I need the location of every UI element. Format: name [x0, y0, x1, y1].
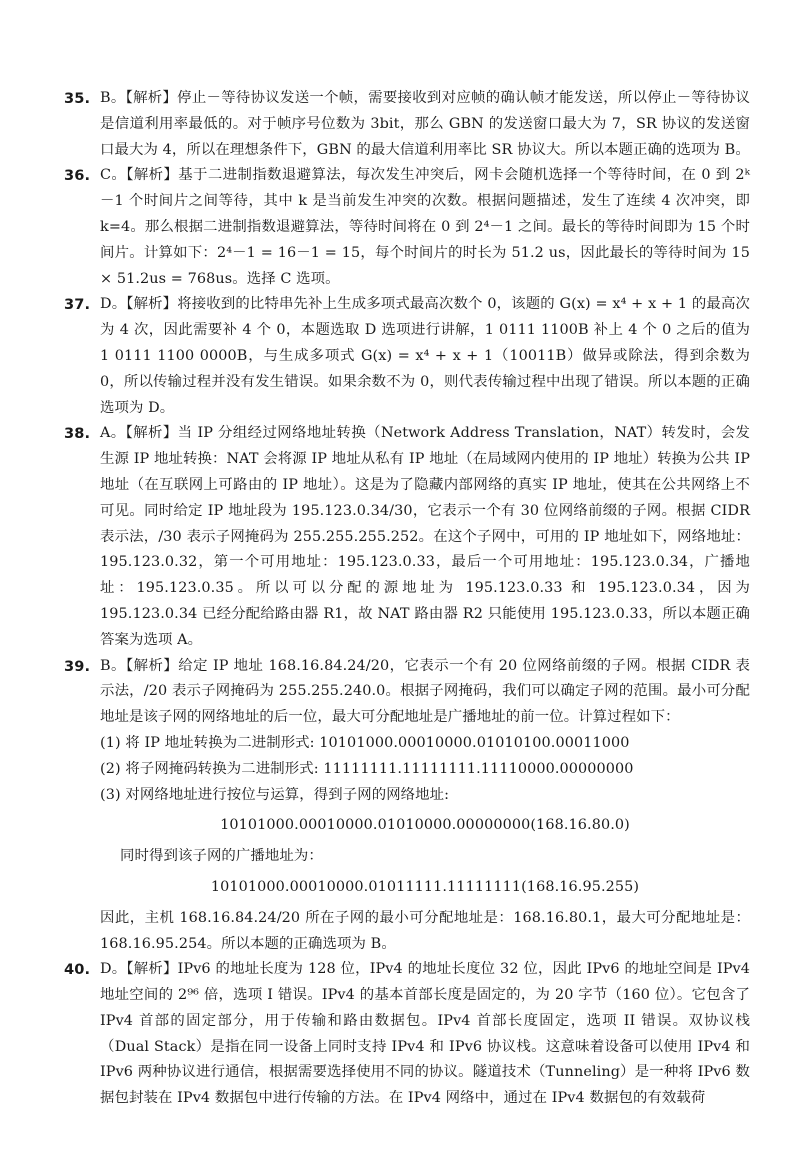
- broadcast-intro: 同时得到该子网的广播地址为：: [120, 848, 323, 865]
- explanation-text: C。【解析】基于二进制指数退避算法，每次发生冲突后，网卡会随机选择一个等待时间，在 0 到 2ᵏ－1 个时间片之间等待，其中 k 是当前发生冲突的次数。根据问题描述，发生了连续 4 次冲突，即 k=4。那么根据二进制指数退避算法，等待时间将在 0 到 2⁴－1 之间。最长的等待时间即为 15 个时间片。计算如下：2⁴－1 = 16－1 = 15，每个时间片的时长为 51.2 us，因此最长的等待时间为 15 × 51.2us = 768us。选择 C 选项。: [100, 167, 750, 287]
- question-number: 37.: [64, 296, 91, 314]
- answer-36: [64, 163, 750, 292]
- question-number: 38.: [64, 425, 91, 443]
- explanation-text: A。【解析】当 IP 分组经过网络地址转换（Network Address Translation，NAT）转发时，会发生源 IP 地址转换：NAT 会将源 IP 地址从私有 IP 地址（在局域网内使用的 IP 地址）转换为公共 IP 地址（在互联网上可路由的 IP 地址）。这是为了隐藏内部网络的真实 IP 地址，使其在公共网络上不可见。同时给定 IP 地址段为 195.123.0.34/30，它表示一个有 30 位网络前缀的子网。根据 CIDR 表示法，/30 表示子网掩码为 255.255.255.252。在这个子网中，可用的 IP 地址如下，网络地址：195.123.0.32，第一个可用地址：195.123.0.33，最后一个可用地址：195.123.0.34，广播地址：195.123.0.35。所以可以分配的源地址为 195.123.0.33 和 195.123.0.34，因为 195.123.0.34 已经分配给路由器 R1，故 NAT 路由器 R2 只能使用 195.123.0.33，所以本题正确答案为选项 A。: [100, 425, 750, 648]
- calc-step-1: (1) 将 IP 地址转换为二进制形式: 10101000.00010000.01010100.00011000: [100, 734, 630, 751]
- explanation-text: B。【解析】停止－等待协议发送一个帧，需要接收到对应帧的确认帧才能发送，所以停止－等待协议是信道利用率最低的。对于帧序号位数为 3bit，那么 GBN 的发送窗口最大为 7，SR 协议的发送窗口最大为 4，所以在理想条件下，GBN 的最大信道利用率比 SR 协议大。所以本题正确的选项为 B。: [100, 90, 750, 158]
- calc-step-3: (3) 对网络地址进行按位与运算，得到子网的网络地址:: [100, 786, 450, 803]
- question-number: 39.: [64, 657, 91, 675]
- broadcast-address-binary: 10101000.00010000.01011111.11111111(168.16.95.255): [210, 878, 640, 895]
- question-number: 36.: [64, 167, 91, 185]
- explanation-text: D。【解析】IPv6 的地址长度为 128 位，IPv4 的地址长度位 32 位，因此 IPv6 的地址空间是 IPv4 地址空间的 2⁹⁶ 倍，选项 I 错误。IPv4 的基本首部长度是固定的，为 20 字节（160 位）。它包含了 IPv4 首部的固定部分，用于传输和路由数据包。IPv4 首部长度固定，选项 II 错误。双协议栈（Dual Stack）是指在同一设备上同时支持 IPv4 和 IPv6 协议栈。这意味着设备可以使用 IPv4 和 IPv6 两种协议进行通信，根据需要选择使用不同的协议。隧道技术（Tunneling）是一种将 IPv6 数据包封装在 IPv4 数据包中进行传输的方法。在 IPv4 网络中，通过在 IPv4 数据包的有效载荷: [100, 961, 750, 1107]
- answer-37: [64, 292, 750, 421]
- explanation-text: D。【解析】将接收到的比特串先补上生成多项式最高次数个 0，该题的 G(x) = x⁴ + x + 1 的最高次为 4 次，因此需要补 4 个 0，本题选取 D 选项进行讲解，1 0111 1100B 补上 4 个 0 之后的值为 1 0111 1100 0000B，与生成多项式 G(x) = x⁴ + x + 1（10011B）做异或除法，得到余数为 0，所以传输过程并没有发生错误。如果余数不为 0，则代表传输过程中出现了错误。所以本题的正确选项为 D。: [100, 296, 750, 416]
- explanation-text: B。【解析】给定 IP 地址 168.16.84.24/20，它表示一个有 20 位网络前缀的子网。根据 CIDR 表示法，/20 表示子网掩码为 255.255.240.0。根据子网掩码，我们可以确定子网的范围。最小可分配地址是该子网的网络地址的后一位，最大可分配地址是广播地址的前一位。计算过程如下：: [100, 657, 750, 726]
- answer-38: [64, 421, 750, 653]
- answer-40: [64, 957, 750, 1112]
- conclusion-text: 因此，主机 168.16.84.24/20 所在子网的最小可分配地址是：168.16.80.1，最大可分配地址是：168.16.95.254。所以本题的正确选项为 B。: [100, 909, 750, 952]
- answer-35: [64, 86, 750, 163]
- question-number: 35.: [64, 90, 91, 107]
- question-number: 40.: [64, 961, 91, 979]
- calc-step-2: (2) 将子网掩码转换为二进制形式: 11111111.11111111.11110000.00000000: [100, 760, 634, 777]
- network-address-binary: 10101000.00010000.01010000.00000000(168.16.80.0): [220, 817, 630, 834]
- answer-39: [64, 654, 750, 958]
